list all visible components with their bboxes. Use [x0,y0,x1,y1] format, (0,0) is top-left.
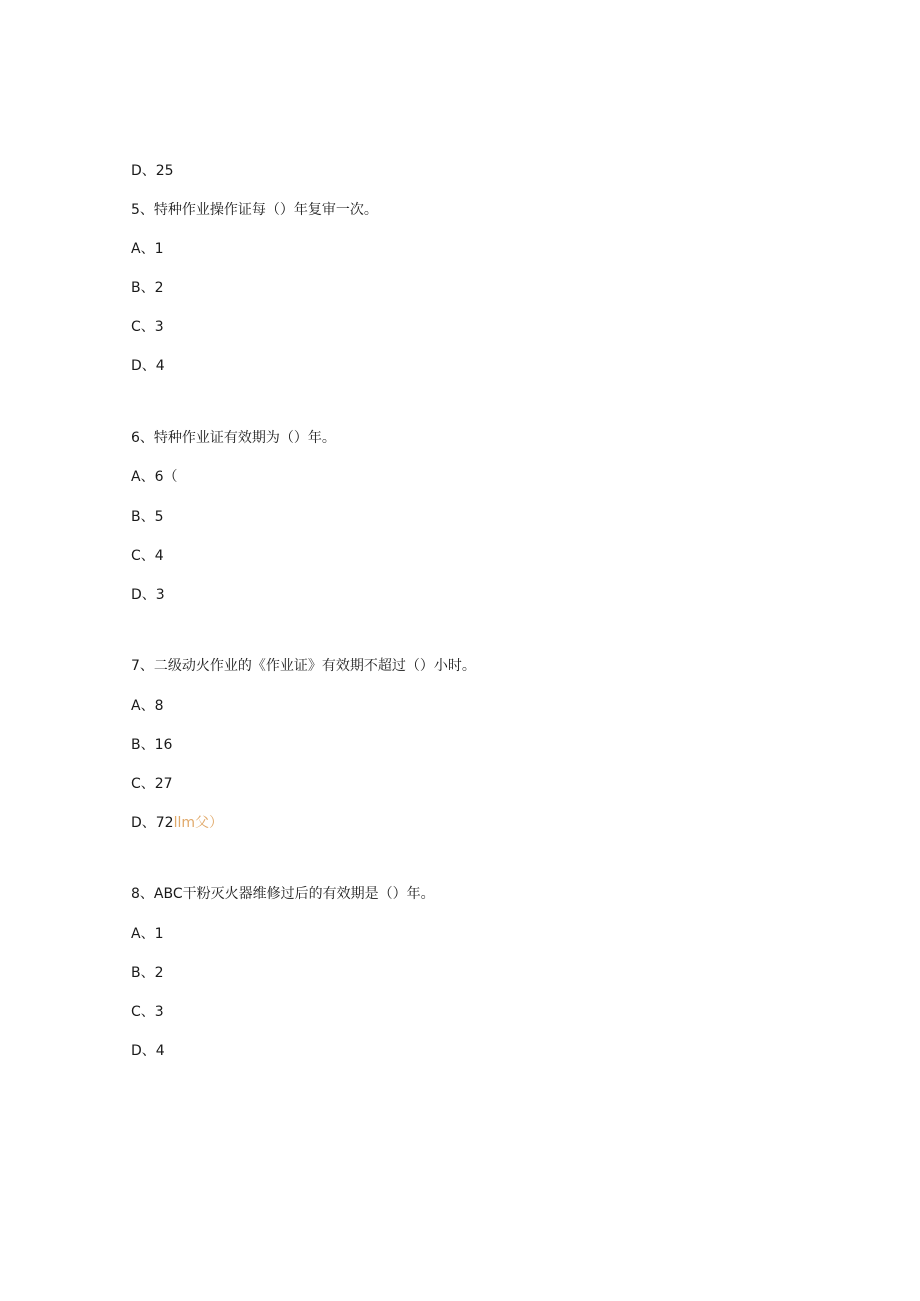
q7-option-d [131,814,223,832]
q5-option-a: A、1 [131,241,164,257]
q6-option-b: B、5 [131,509,164,525]
q8-option-a: A、1 [131,926,164,942]
q8-option-d: D、4 [131,1043,165,1059]
q6-option-c: C、4 [131,548,164,564]
q5-option-b: B、2 [131,280,164,296]
q7-option-d-text: D、72 [131,815,174,831]
q6-option-a: A、6（ [131,469,178,485]
q5-option-c: C、3 [131,319,164,335]
q7-option-a: A、8 [131,698,164,714]
q8-option-b: B、2 [131,965,164,981]
q7-option-c: C、27 [131,776,173,792]
q4-option-d: D、25 [131,163,174,179]
q7-option-d-stray-text: llm父） [173,815,224,831]
q5-question: 5、特种作业操作证每（）年复审一次。 [131,202,378,218]
q5-option-d: D、4 [131,358,165,374]
q8-question: 8、ABC干粉灭火器维修过后的有效期是（）年。 [131,886,435,902]
q7-option-b: B、16 [131,737,173,753]
q6-option-d: D、3 [131,587,165,603]
q8-option-c: C、3 [131,1004,164,1020]
q6-question: 6、特种作业证有效期为（）年。 [131,430,336,446]
q7-question: 7、二级动火作业的《作业证》有效期不超过（）小时。 [131,658,476,674]
